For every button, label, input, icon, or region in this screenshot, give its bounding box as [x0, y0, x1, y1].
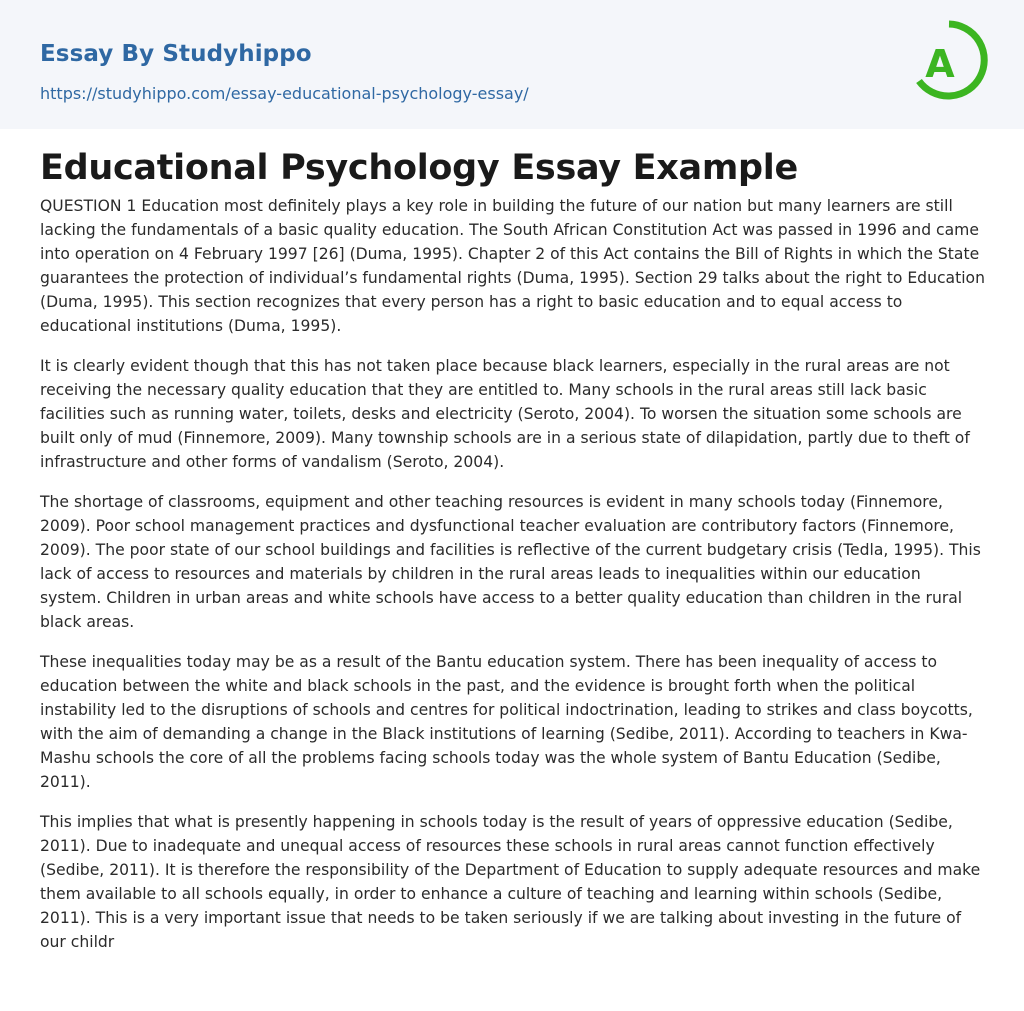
essay-url-link[interactable]: https://studyhippo.com/essay-educational-psychology-essay/	[40, 84, 529, 103]
article-paragraph: It is clearly evident though that this has not taken place because black learners, especially in the rural areas are not receiving the necessary quality education that they are entitled to. Many schools in the rural areas still lack basic facilities such as running water, toilets, desks and electricity (Seroto, 2004). To worsen the situation some schools are built only of mud (Finnemore, 2009). Many township schools are in a serious state of dilapidation, partly due to theft of infrastructure and other forms of vandalism (Seroto, 2004).	[40, 357, 970, 471]
site-brand[interactable]: Essay By Studyhippo	[40, 41, 312, 67]
article-paragraph: QUESTION 1 Education most definitely plays a key role in building the future of our nation but many learners are still lacking the fundamentals of a basic quality education. The South African Constitution Act was passed in 1996 and came into operation on 4 February 1997 [26] (Duma, 1995). Chapter 2 of this Act contains the Bill of Rights in which the State guarantees the protection of individual’s fundamental rights (Duma, 1995). Section 29 talks about the right to Education (Duma, 1995). This section recognizes that every person has a right to basic education and to equal access to educational institutions (Duma, 1995).	[40, 197, 985, 335]
article-paragraph: This implies that what is presently happening in schools today is the result of years of oppressive education (Sedibe, 2011). Due to inadequate and unequal access of resources these schools in rural areas cannot function effectively (Sedibe, 2011). It is therefore the responsibility of the Department of Education to supply adequate resources and make them available to all schools equally, in order to enhance a culture of teaching and learning within schools (Sedibe, 2011). This is a very important issue that needs to be taken seriously if we are talking about investing in the future of our childr	[40, 813, 981, 951]
page-title: Educational Psychology Essay Example	[40, 148, 798, 188]
article	[40, 146, 986, 970]
studyhippo-logo-icon[interactable]	[910, 17, 988, 107]
logo-letter: A	[925, 42, 955, 86]
article-paragraph: These inequalities today may be as a result of the Bantu education system. There has been inequality of access to education between the white and black schools in the past, and the evidence is brought forth when the political instability led to the disruptions of schools and centres for political indoctrination, leading to strikes and class boycotts, with the aim of demanding a change in the Black institutions of learning (Sedibe, 2011). According to teachers in Kwa-Mashu schools the core of all the problems facing schools today was the whole system of Bantu Education (Sedibe, 2011).	[40, 653, 973, 791]
article-paragraph: The shortage of classrooms, equipment and other teaching resources is evident in many schools today (Finnemore, 2009). Poor school management practices and dysfunctional teacher evaluation are contributory factors (Finnemore, 2009). The poor state of our school buildings and facilities is reflective of the current budgetary crisis (Tedla, 1995). This lack of access to resources and materials by children in the rural areas leads to inequalities within our education system. Children in urban areas and white schools have access to a better quality education than children in the rural black areas.	[40, 493, 981, 631]
site-header	[0, 0, 1024, 129]
